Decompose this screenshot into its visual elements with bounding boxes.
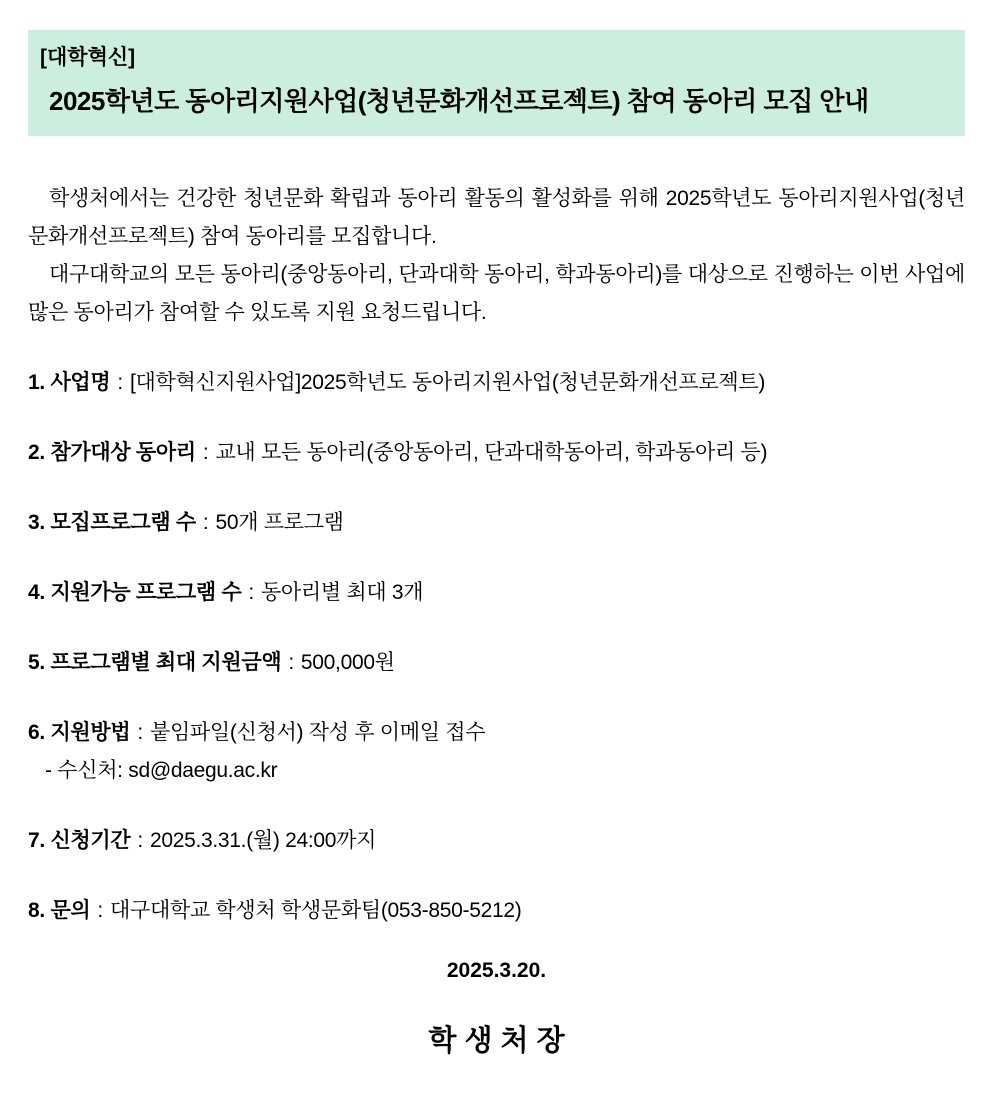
signature-title: 학 생 처 장 [428,1025,565,1058]
intro-paragraph-1: 학생처에서는 건강한 청년문화 확립과 동아리 활동의 활성화를 위해 2025학년도 동아리지원사업(청년문화개선프로젝트) 참여 동아리를 모집합니다. [28,187,965,249]
item-value: [대학혁신지원사업]2025학년도 동아리지원사업(청년문화개선프로젝트) [129,371,766,395]
notice-title: 2025학년도 동아리지원사업(청년문화개선프로젝트) 참여 동아리 모집 안내 [49,86,869,117]
item-separator: : [248,581,254,605]
list-item-max-funding [28,644,965,682]
item-separator: : [117,371,123,395]
item-value: 2025.3.31.(월) 24:00까지 [149,829,377,853]
item-separator: : [202,511,209,535]
item-value: 교내 모든 동아리(중앙동아리, 단과대학동아리, 학과동아리 등) [215,441,768,465]
item-label: 6. 지원방법 [28,721,131,745]
notice-item-list [28,364,965,930]
item-label: 7. 신청기간 [28,829,131,853]
item-separator: : [137,721,143,745]
item-sub-recipient-email: - 수신처: sd@daegu.ac.kr [45,759,278,783]
intro-section [28,180,965,332]
notice-date: 2025.3.20. [446,959,547,983]
intro-paragraph-2: 대구대학교의 모든 동아리(중앙동아리, 단과대학 동아리, 학과동아리)를 대상으로 진행하는 이번 사업에 많은 동아리가 참여할 수 있도록 지원 요청드립니다. [28,263,965,325]
list-item-contact [28,892,965,930]
item-separator: : [137,829,143,853]
list-item-project-name [28,364,965,402]
item-value: 50개 프로그램 [215,511,344,535]
item-label: 2. 참가대상 동아리 [28,441,196,465]
notice-header-banner [28,30,965,136]
item-separator: : [288,651,294,675]
item-separator: : [202,441,209,465]
list-item-application-method [28,714,965,790]
list-item-program-count [28,504,965,542]
header-category-tag: [대학혁신] [40,46,136,69]
list-item-eligible-clubs [28,434,965,472]
item-value: 붙임파일(신청서) 작성 후 이메일 접수 [149,721,486,745]
item-label: 8. 문의 [28,899,91,923]
item-label: 5. 프로그램별 최대 지원금액 [28,651,282,675]
item-label: 1. 사업명 [28,371,111,395]
item-value: 500,000원 [300,651,395,675]
item-label: 4. 지원가능 프로그램 수 [28,581,242,605]
item-value: 동아리별 최대 3개 [260,581,424,605]
list-item-application-period [28,822,965,860]
item-separator: : [97,899,103,923]
item-value: 대구대학교 학생처 학생문화팀(053-850-5212) [109,899,522,923]
list-item-max-programs [28,574,965,612]
item-label: 3. 모집프로그램 수 [28,511,196,535]
